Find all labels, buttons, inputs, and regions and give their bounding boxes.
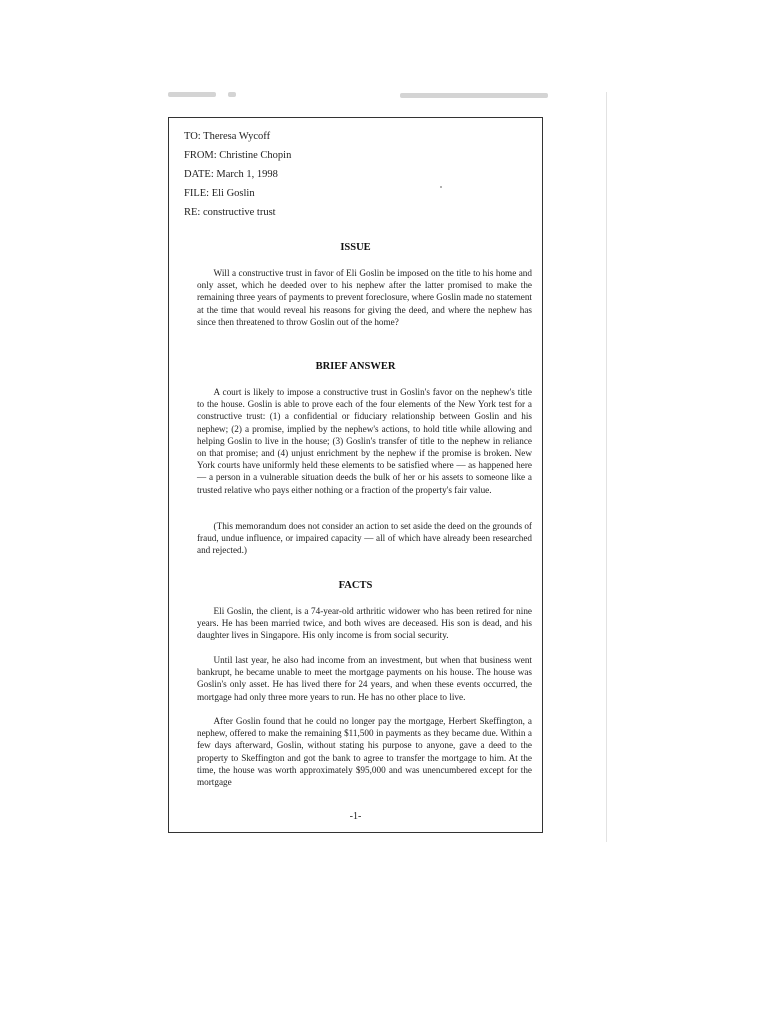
facts-heading: FACTS — [338, 580, 373, 591]
issue-paragraph: Will a constructive trust in favor of Eli Goslin be imposed on the title to his home and only asset, which he deeded over to his nephew after the latter promised to make the remaining three years of payments to prevent foreclosure, where Goslin made no statement at the time that would reveal his reasons for giving the deed, and where the nephew has since then threatened to throw Goslin out of the home? — [197, 268, 532, 327]
facts-paragraph-3: After Goslin found that he could no longer pay the mortgage, Herbert Skeffington, a nephew, offered to make the remaining $11,500 in payments as they became due. Within a few days afterward, Goslin, without stating his purpose to anyone, gave a deed to the property to Skeffington and got the bank to agree to transfer the mortgage to him. At the time, the house was worth approximately $95,000 and was unencumbered except for the mortgage — [197, 716, 532, 788]
page-number: -1- — [349, 811, 362, 822]
memo-file: FILE: Eli Goslin — [184, 188, 255, 199]
memo-page — [168, 117, 543, 833]
page-edge-line — [606, 92, 607, 842]
memo-date: DATE: March 1, 1998 — [184, 169, 278, 180]
scan-speck — [440, 186, 442, 188]
memo-re: RE: constructive trust — [184, 207, 276, 218]
brief-answer-paragraph: A court is likely to impose a constructive trust in Goslin's favor on the nephew's title to the house. Goslin is able to prove each of the four elements of the New York test for a constructive trust: (1) a confidential or fiduciary relationship between Goslin and his nephew; (2) a promise, implied by the nephew's actions, to hold title while allowing and helping Goslin to live in the house; (3) Goslin's transfer of title to the nephew in reliance on that promise; and (4) unjust enrichment by the nephew if the promise is broken. New York courts have uniformly held these elements to be satisfied where — as happened here — a person in a vulnerable situation deeds the bulk of her or his assets to someone like a trusted relative who pays either nothing or a fraction of the property's fair value. — [197, 387, 532, 495]
memo-from: FROM: Christine Chopin — [184, 150, 292, 161]
memo-to: TO: Theresa Wycoff — [184, 131, 271, 142]
scan-header-smudge-right — [400, 93, 548, 98]
scan-header-smudge-left — [168, 92, 216, 97]
brief-answer-note: (This memorandum does not consider an action to set aside the deed on the grounds of fraud, undue influence, or impaired capacity — all of which have already been researched and rejected.) — [197, 521, 532, 556]
scan-header-smudge-mark — [228, 92, 236, 97]
brief-answer-heading: BRIEF ANSWER — [315, 361, 396, 372]
issue-heading: ISSUE — [340, 242, 371, 253]
facts-paragraph-1: Eli Goslin, the client, is a 74-year-old arthritic widower who has been retired for nine years. He has been married twice, and both wives are deceased. His son is dead, and his daughter lives in Singapore. His only income is from social security. — [197, 606, 532, 641]
facts-paragraph-2: Until last year, he also had income from an investment, but when that business went bankrupt, he became unable to meet the mortgage payments on his house. The house was Goslin's only asset. He has lived there for 24 years, and when these events occurred, the mortgage had only three more years to run. He has no other place to live. — [197, 655, 532, 702]
